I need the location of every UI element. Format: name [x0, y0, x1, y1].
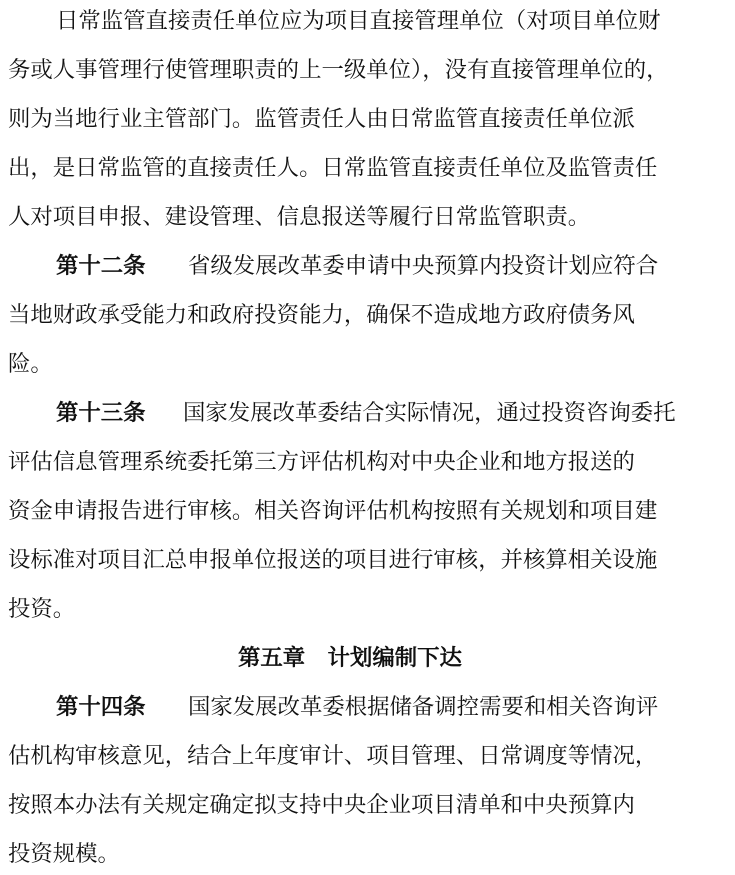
article-14-line-1: 国家发展改革委根据储备调控需要和相关咨询评: [188, 694, 659, 720]
article-14-line-2: 估机构审核意见，结合上年度审计、项目管理、日常调度等情况，: [8, 743, 658, 769]
paragraph-1-line-1: 日常监管直接责任单位应为项目直接管理单位（对项目单位财: [56, 8, 661, 34]
article-12-label: 第十二条: [56, 253, 146, 279]
article-13-line-1: 国家发展改革委结合实际情况，通过投资咨询委托: [183, 400, 676, 426]
article-13-line-4: 设标准对项目汇总申报单位报送的项目进行审核，并核算相关设施: [8, 547, 658, 573]
article-14-line-3: 按照本办法有关规定确定拟支持中央企业项目清单和中央预算内: [8, 792, 635, 818]
article-13-line-2: 评估信息管理系统委托第三方评估机构对中央企业和地方报送的: [8, 449, 635, 475]
paragraph-1-line-2: 务或人事管理行使管理职责的上一级单位），没有直接管理单位的，: [8, 57, 669, 83]
article-14-line-4: 投资规模。: [8, 841, 120, 867]
paragraph-1-line-5: 人对项目申报、建设管理、信息报送等履行日常监管职责。: [8, 204, 591, 230]
article-12-line-3: 险。: [8, 351, 53, 377]
article-14-label: 第十四条: [56, 694, 146, 720]
paragraph-1-line-3: 则为当地行业主管部门。监管责任人由日常监管直接责任单位派: [8, 106, 635, 132]
chapter-heading: 第五章 计划编制下达: [238, 645, 462, 671]
article-13-line-3: 资金申请报告进行审核。相关咨询评估机构按照有关规划和项目建: [8, 498, 658, 524]
article-13-label: 第十三条: [56, 400, 146, 426]
article-12-line-1: 省级发展改革委申请中央预算内投资计划应符合: [188, 253, 659, 279]
article-13-line-5: 投资。: [8, 596, 76, 622]
article-12-line-2: 当地财政承受能力和政府投资能力，确保不造成地方政府债务风: [8, 302, 635, 328]
paragraph-1-line-4: 出，是日常监管的直接责任人。日常监管直接责任单位及监管责任: [8, 155, 658, 181]
